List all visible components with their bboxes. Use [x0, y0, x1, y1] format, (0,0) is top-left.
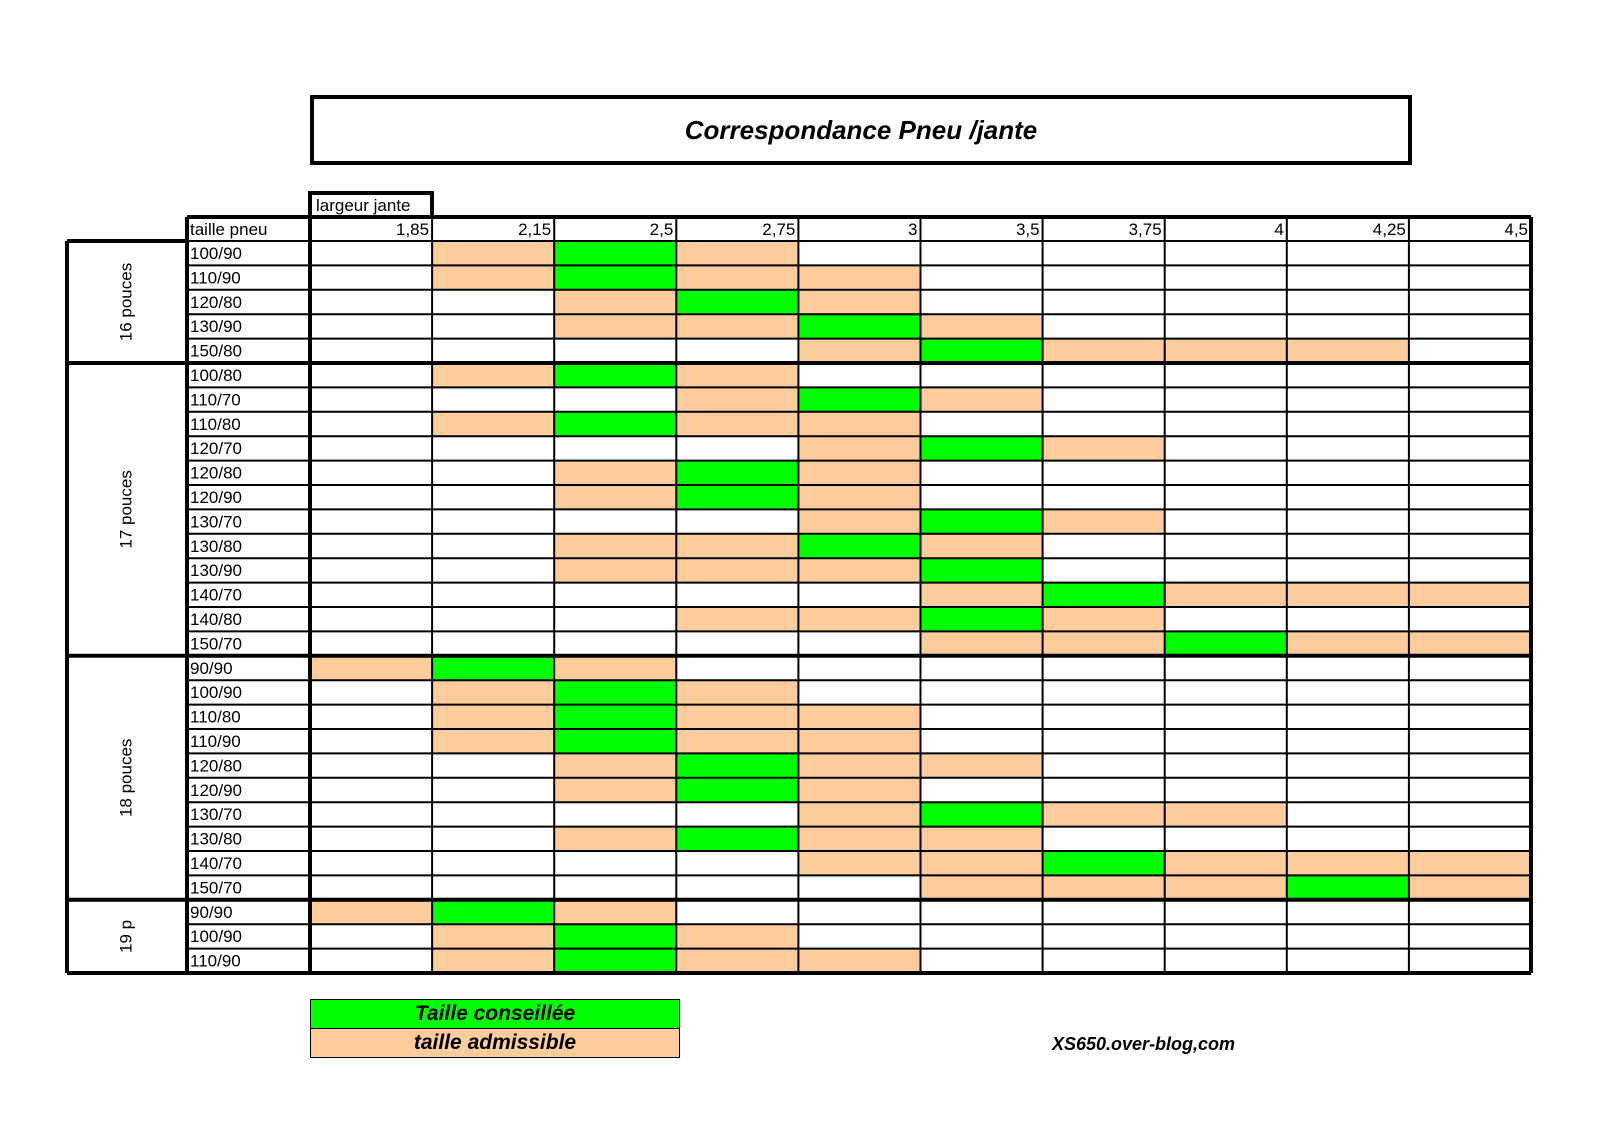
table-cell: [310, 656, 432, 680]
table-cell: [432, 241, 554, 265]
table-cell: [432, 705, 554, 729]
table-cell: [554, 900, 676, 924]
table-cell: [676, 387, 798, 411]
table-cell: [1287, 631, 1409, 655]
table-cell: [798, 314, 920, 338]
rim-width-1: 2,15: [518, 220, 552, 239]
tire-size-120/80: 120/80: [190, 463, 242, 483]
table-cell: [921, 607, 1043, 631]
table-cell: [1165, 851, 1287, 875]
tire-size-130/70: 130/70: [190, 512, 242, 532]
table-cell: [554, 705, 676, 729]
tire-size-120/80: 120/80: [190, 292, 242, 312]
tire-size-110/90: 110/90: [190, 268, 241, 288]
table-cell: [921, 558, 1043, 582]
tire-size-110/80: 110/80: [190, 707, 241, 727]
tire-size-130/90: 130/90: [190, 561, 242, 581]
tire-size-90/90: 90/90: [190, 902, 233, 922]
table-cell: [676, 461, 798, 485]
table-cell: [798, 705, 920, 729]
table-cell: [676, 412, 798, 436]
tire-size-120/80: 120/80: [190, 756, 242, 776]
table-cell: [554, 534, 676, 558]
tire-size-110/90: 110/90: [190, 951, 241, 971]
table-cell: [676, 778, 798, 802]
table-cell: [554, 314, 676, 338]
table-cell: [554, 753, 676, 777]
rim-width-3: 2,75: [762, 220, 796, 239]
table-cell: [432, 656, 554, 680]
tire-size-150/80: 150/80: [190, 341, 242, 361]
source-credit: XS650.over-blog,com: [1052, 1034, 1236, 1054]
table-cell: [1043, 631, 1165, 655]
table-cell: [1287, 339, 1409, 363]
table-cell: [921, 534, 1043, 558]
rim-width-5: 3,5: [1015, 220, 1040, 239]
table-cell: [1043, 339, 1165, 363]
table-cell: [1287, 583, 1409, 607]
table-cell: [432, 363, 554, 387]
tire-size-100/90: 100/90: [190, 683, 242, 703]
table-cell: [554, 461, 676, 485]
tire-size-130/80: 130/80: [190, 536, 242, 556]
table-cell: [798, 387, 920, 411]
table-cell: [1409, 851, 1531, 875]
group-label: 18 pouces: [116, 738, 136, 818]
table-cell: [676, 314, 798, 338]
table-cell: [921, 339, 1043, 363]
rim-width-header-label: largeur jante: [308, 191, 434, 217]
table-cell: [798, 265, 920, 289]
table-cell: [676, 827, 798, 851]
table-cell: [798, 290, 920, 314]
tire-size-120/90: 120/90: [190, 780, 242, 800]
table-cell: [554, 363, 676, 387]
rim-width-2: 2,5: [649, 220, 674, 239]
table-cell: [798, 412, 920, 436]
table-cell: [1287, 875, 1409, 899]
table-cell: [1043, 436, 1165, 460]
table-cell: [798, 607, 920, 631]
table-cell: [1165, 339, 1287, 363]
tire-size-110/90: 110/90: [190, 732, 241, 751]
table-cell: [554, 924, 676, 948]
table-cell: [554, 412, 676, 436]
tire-size-130/90: 130/90: [190, 317, 242, 337]
group-label: 19 p: [116, 919, 136, 953]
table-cell: [676, 753, 798, 777]
table-cell: [1043, 583, 1165, 607]
table-cell: [432, 412, 554, 436]
rim-width-9: 4,5: [1504, 220, 1528, 239]
table-cell: [676, 241, 798, 265]
tire-size-140/70: 140/70: [190, 854, 242, 873]
table-cell: [554, 949, 676, 973]
table-cell: [798, 436, 920, 460]
group-label: 17 pouces: [116, 470, 136, 549]
tire-size-110/80: 110/80: [190, 414, 241, 434]
table-cell: [432, 900, 554, 924]
group-label: 16 pouces: [116, 262, 136, 342]
table-cell: [1165, 631, 1287, 655]
table-cell: [921, 509, 1043, 533]
table-cell: [554, 265, 676, 289]
table-cell: [798, 851, 920, 875]
table-cell: [798, 802, 920, 826]
table-cell: [554, 241, 676, 265]
tire-size-130/70: 130/70: [190, 805, 242, 825]
tire-size-100/90: 100/90: [190, 244, 242, 263]
table-cell: [798, 949, 920, 973]
table-cell: [676, 705, 798, 729]
table-cell: [554, 778, 676, 802]
rim-width-0: 1,85: [396, 220, 430, 239]
rim-width-7: 4: [1274, 220, 1284, 239]
table-cell: [921, 314, 1043, 338]
table-cell: [798, 534, 920, 558]
table-cell: [1043, 607, 1165, 631]
table-cell: [921, 436, 1043, 460]
rim-width-8: 4,25: [1372, 220, 1406, 239]
table-cell: [921, 387, 1043, 411]
table-cell: [1409, 875, 1531, 899]
table-cell: [310, 900, 432, 924]
table-cell: [921, 753, 1043, 777]
page-title: Correspondance Pneu /jante: [310, 95, 1412, 165]
legend-admissible: taille admissible: [311, 1028, 679, 1057]
tire-size-140/70: 140/70: [190, 585, 242, 605]
table-cell: [676, 485, 798, 509]
table-cell: [1287, 851, 1409, 875]
table-cell: [921, 802, 1043, 826]
table-cell: [798, 339, 920, 363]
table-cell: [921, 851, 1043, 875]
table-cell: [921, 631, 1043, 655]
table-cell: [554, 290, 676, 314]
rim-width-4: 3: [908, 220, 918, 239]
table-cell: [921, 583, 1043, 607]
tire-size-header: taille pneu: [190, 220, 268, 239]
table-cell: [676, 265, 798, 289]
rim-width-6: 3,75: [1128, 220, 1162, 239]
table-cell: [554, 558, 676, 582]
tire-size-140/80: 140/80: [190, 610, 242, 629]
table-cell: [676, 949, 798, 973]
table-cell: [798, 485, 920, 509]
table-cell: [1165, 802, 1287, 826]
table-cell: [554, 656, 676, 680]
table-cell: [798, 461, 920, 485]
table-cell: [554, 680, 676, 704]
table-cell: [554, 485, 676, 509]
tire-size-120/70: 120/70: [190, 439, 242, 459]
tire-size-110/70: 110/70: [190, 390, 241, 410]
table-cell: [1043, 802, 1165, 826]
table-cell: [676, 607, 798, 631]
table-cell: [1409, 583, 1531, 607]
table-cell: [432, 729, 554, 753]
table-cell: [676, 290, 798, 314]
table-cell: [921, 875, 1043, 899]
table-cell: [676, 729, 798, 753]
table-cell: [1043, 875, 1165, 899]
table-cell: [798, 729, 920, 753]
table-cell: [676, 924, 798, 948]
table-cell: [798, 558, 920, 582]
legend: [310, 999, 680, 1058]
tire-size-100/80: 100/80: [190, 366, 242, 385]
table-cell: [432, 265, 554, 289]
table-cell: [432, 949, 554, 973]
table-cell: [554, 729, 676, 753]
legend-conseillee: Taille conseillée: [311, 1000, 679, 1028]
table-cell: [1043, 851, 1165, 875]
table-cell: [1409, 631, 1531, 655]
table-cell: [676, 680, 798, 704]
tire-size-90/90: 90/90: [190, 658, 233, 678]
tire-size-150/70: 150/70: [190, 878, 242, 898]
table-cell: [798, 778, 920, 802]
table-cell: [676, 558, 798, 582]
table-cell: [1043, 509, 1165, 533]
table-cell: [676, 363, 798, 387]
table-cell: [432, 680, 554, 704]
table-cell: [921, 827, 1043, 851]
tire-size-130/80: 130/80: [190, 829, 242, 849]
table-cell: [676, 534, 798, 558]
tire-size-120/90: 120/90: [190, 488, 242, 507]
tire-size-150/70: 150/70: [190, 634, 242, 654]
table-cell: [1165, 875, 1287, 899]
table-cell: [554, 827, 676, 851]
table-cell: [798, 753, 920, 777]
table-cell: [798, 509, 920, 533]
table-cell: [798, 827, 920, 851]
tire-size-100/90: 100/90: [190, 927, 242, 947]
table-cell: [1165, 583, 1287, 607]
table-cell: [432, 924, 554, 948]
